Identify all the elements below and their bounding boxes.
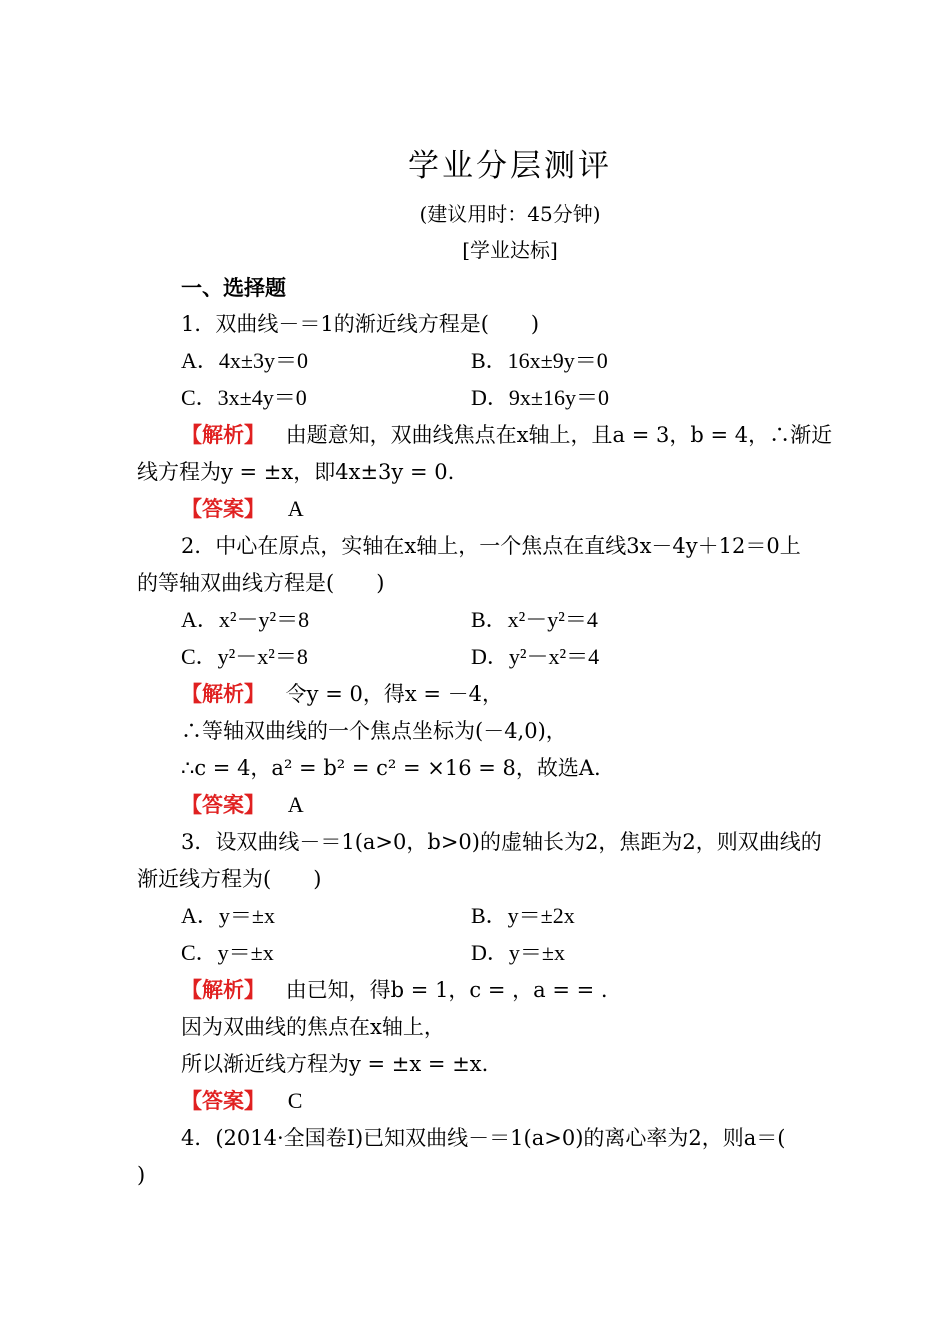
q3-answer-value: C: [287, 1088, 303, 1113]
q4-stem-line1: 4．(2014·全国卷Ⅰ)已知双曲线－＝1(a>0)的离心率为2，则a＝(: [181, 1126, 786, 1150]
q3-analysis-line1: 由已知，得b = 1，c = ，a = = .: [285, 978, 608, 1002]
q3-option-a: A．y＝±x: [181, 903, 275, 928]
q2-option-a: A．x²－y²＝8: [181, 607, 310, 632]
q3-analysis-line2: 因为双曲线的焦点在x轴上，: [181, 1015, 445, 1039]
q1-analysis-line2: 线方程为y = ±x，即4x±3y = 0.: [137, 460, 455, 484]
q3-stem-line2: 渐近线方程为( ): [137, 867, 322, 891]
q1-option-a: A．4x±3y＝0: [181, 348, 308, 373]
q3-option-c: C．y＝±x: [181, 940, 274, 965]
q3-analysis-line3: 所以渐近线方程为y = ±x = ±x.: [181, 1052, 489, 1076]
analysis-label: 【解析】: [181, 422, 265, 447]
q2-analysis-line2: ∴等轴双曲线的一个焦点坐标为(－4,0)，: [181, 719, 567, 743]
q1-analysis: [181, 421, 832, 449]
q2-stem-line1: 2．中心在原点，实轴在x轴上，一个焦点在直线3x－4y＋12＝0上: [181, 534, 801, 558]
q2-answer-value: A: [287, 792, 304, 817]
analysis-label: 【解析】: [181, 977, 265, 1002]
q2-analysis-line1: 令y = 0，得x = －4，: [285, 682, 504, 706]
section-heading: 一、选择题: [181, 275, 286, 300]
q4-stem-line2: ): [137, 1163, 146, 1187]
section-tag: [学业达标]: [462, 238, 558, 262]
q3-analysis: [181, 976, 608, 1004]
q3-option-d: D．y＝±x: [471, 940, 565, 965]
answer-label: 【答案】: [181, 792, 265, 817]
q3-option-b: B．y＝±2x: [471, 903, 575, 928]
q1-answer: [181, 495, 304, 523]
q1-answer-value: A: [287, 496, 304, 521]
q1-option-c: C．3x±4y＝0: [181, 385, 307, 410]
analysis-label: 【解析】: [181, 681, 265, 706]
q1-stem: 1．双曲线－＝1的渐近线方程是( ): [181, 312, 540, 336]
q2-analysis: [181, 680, 503, 708]
q2-option-b: B．x²－y²＝4: [471, 607, 598, 632]
q1-option-d: D．9x±16y＝0: [471, 385, 609, 410]
q2-option-d: D．y²－x²＝4: [471, 644, 600, 669]
q1-analysis-line1: 由题意知，双曲线焦点在x轴上，且a = 3，b = 4，∴渐近: [285, 423, 833, 447]
q2-stem-line2: 的等轴双曲线方程是( ): [137, 571, 385, 595]
page-title: 学业分层测评: [408, 148, 612, 184]
q2-option-c: C．y²－x²＝8: [181, 644, 308, 669]
q2-answer: [181, 791, 304, 819]
answer-label: 【答案】: [181, 1088, 265, 1113]
q3-answer: [181, 1087, 302, 1115]
answer-label: 【答案】: [181, 496, 265, 521]
q2-analysis-line3: ∴c = 4，a² = b² = c² = ×16 = 8，故选A.: [181, 756, 601, 780]
q1-option-b: B．16x±9y＝0: [471, 348, 608, 373]
page-subtitle: (建议用时：45分钟): [419, 202, 601, 226]
q3-stem-line1: 3．设双曲线－＝1(a>0，b>0)的虚轴长为2，焦距为2，则双曲线的: [181, 830, 822, 854]
